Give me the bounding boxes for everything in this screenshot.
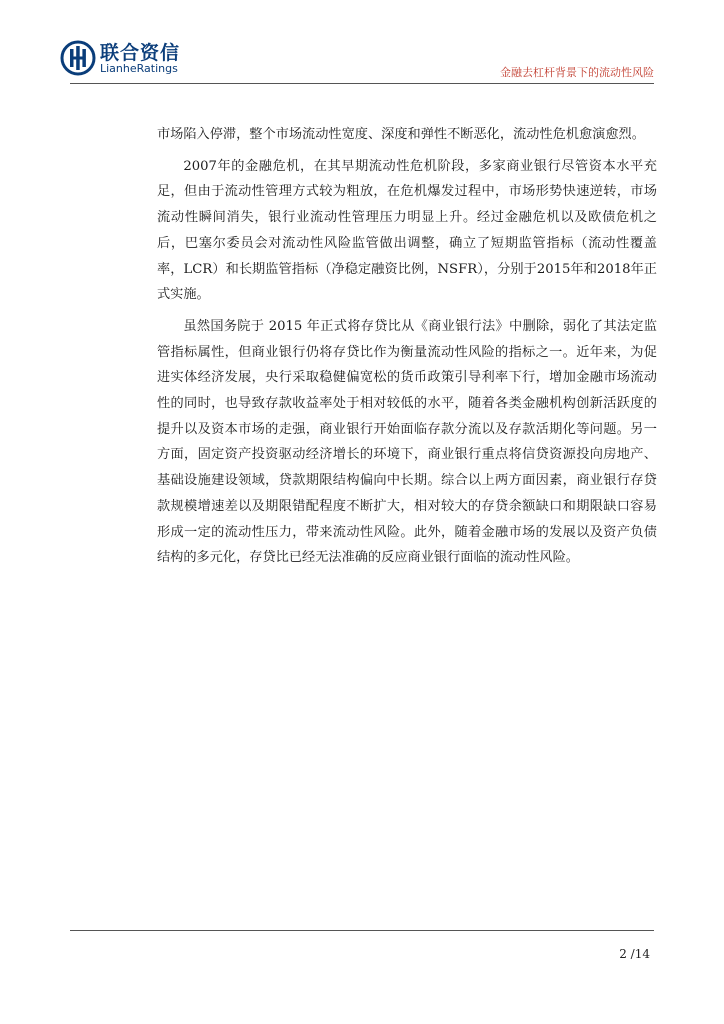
paragraph-2: 2007年的金融危机，在其早期流动性危机阶段，多家商业银行尽管资本水平充足，但由于流动性管理方式较为粗放，在危机爆发过程中，市场形势快速逆转，市场流动性瞬间消失，银行业流动性管理压力明显上升。经过金融危机以及欧债危机之后，巴塞尔委员会对流动性风险监管做出调整，确立了短期监管指标（流动性覆盖率，LCR）和长期监管指标（净稳定融资比例，NSFR），分别于2015年和2018年正式实施。 [157,158,657,303]
header-divider [70,83,654,84]
page-number: 2 /14 [619,947,650,961]
footer-divider [70,930,654,931]
header-report-title: 金融去杠杆背景下的流动性风险 [500,66,654,79]
lianhe-logo-icon [60,40,96,76]
page-header [0,0,724,90]
logo-chinese-name: 联合资信 [100,42,181,64]
document-body [157,122,657,577]
logo-english-name: LianheRatings [100,62,178,75]
paragraph-3: 虽然国务院于 2015 年正式将存贷比从《商业银行法》中删除，弱化了其法定监管指标属性，但商业银行仍将存贷比作为衡量流动性风险的指标之一。近年来，为促进实体经济发展，央行采取稳健偏宽松的货币政策引导利率下行，增加金融市场流动性的同时，也导致存款收益率处于相对较低的水平，随着各类金融机构创新活跃度的提升以及资本市场的走强，商业银行开始面临存款分流以及存款活期化等问题。另一方面，固定资产投资驱动经济增长的环境下，商业银行重点将信贷资源投向房地产、基础设施建设领域，贷款期限结构偏向中长期。综合以上两方面因素，商业银行存贷款规模增速差以及期限错配程度不断扩大，相对较大的存贷余额缺口和期限缺口容易形成一定的流动性压力，带来流动性风险。此外，随着金融市场的发展以及资产负债结构的多元化，存贷比已经无法准确的反应商业银行面临的流动性风险。 [157,318,657,566]
paragraph-1: 市场陷入停滞，整个市场流动性宽度、深度和弹性不断恶化，流动性危机愈演愈烈。 [157,127,645,142]
lianhe-logo [60,40,190,82]
